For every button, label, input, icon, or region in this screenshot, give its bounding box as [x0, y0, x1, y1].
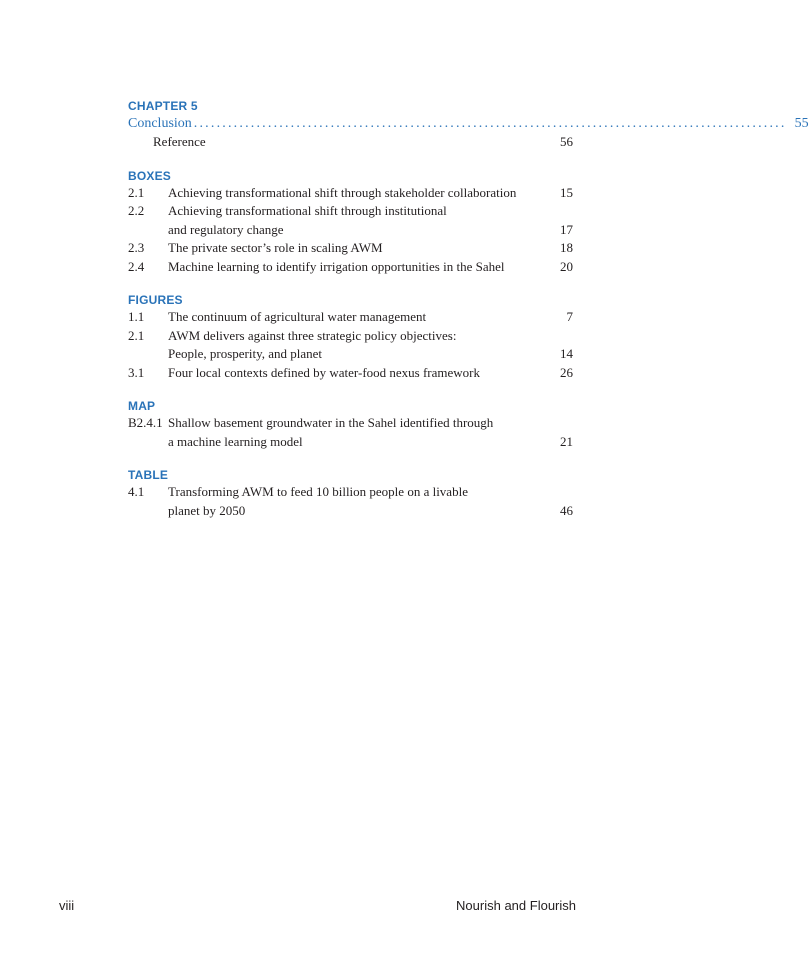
entry-page: 15 [560, 184, 573, 200]
toc-section-boxes [128, 168, 573, 277]
entry-number: 2.3 [128, 240, 145, 255]
entry-number: 3.1 [128, 364, 145, 380]
entry-page: 46 [560, 502, 573, 518]
entry-page: 14 [560, 346, 573, 361]
entry-title-line: People, prosperity, and planet [168, 346, 323, 361]
entry-title-line: Transforming AWM to feed 10 billion people on a livable [168, 484, 468, 499]
entry-title-line: AWM delivers against three strategic policy objectives: [168, 327, 457, 343]
toc-entry[interactable] [128, 483, 573, 520]
entry-title [168, 327, 553, 364]
toc-entry[interactable] [128, 184, 573, 203]
toc-entry[interactable] [128, 202, 573, 239]
toc-entry[interactable] [128, 308, 573, 327]
section-heading: MAP [128, 399, 156, 413]
entry-page: 7 [566, 309, 573, 324]
toc-subentry[interactable] [128, 133, 573, 152]
toc-entry-conclusion[interactable] [128, 114, 809, 133]
entry-title [168, 308, 553, 327]
entry-number: 2.1 [128, 184, 145, 200]
entry-title [168, 258, 553, 277]
entry-number: B2.4.1 [128, 415, 163, 430]
entry-page: 26 [560, 364, 573, 380]
toc-section-table [128, 467, 573, 520]
entry-title: Reference [153, 134, 206, 149]
entry-page: 17 [560, 221, 573, 237]
entry-title-line: Machine learning to identify irrigation opportunities in the Sahel [168, 258, 505, 274]
entry-page: 18 [560, 240, 573, 255]
toc-entry[interactable] [128, 239, 573, 258]
toc-entry[interactable] [128, 327, 573, 364]
entry-title [168, 184, 553, 203]
toc-entry[interactable] [128, 364, 573, 383]
footer-book-title: Nourish and Flourish [456, 898, 576, 913]
toc-entry[interactable] [128, 414, 573, 451]
entry-title-line: Achieving transformational shift through stakeholder collaboration [168, 184, 517, 200]
section-heading: FIGURES [128, 293, 183, 307]
entry-page: 55 [794, 116, 809, 131]
entry-number: 2.1 [128, 327, 145, 343]
entry-title-line: The private sector’s role in scaling AWM [168, 240, 383, 255]
entry-page: 56 [560, 134, 573, 149]
section-heading: TABLE [128, 468, 169, 482]
entry-title [168, 364, 553, 383]
entry-title-line: and regulatory change [168, 221, 284, 237]
chapter-section [128, 98, 809, 152]
page-footer [59, 898, 576, 913]
table-of-contents [128, 98, 809, 536]
chapter-heading: CHAPTER 5 [128, 99, 198, 113]
entry-title [168, 414, 553, 451]
entry-number: 2.4 [128, 258, 145, 274]
footer-page-number: viii [59, 898, 75, 913]
dot-leader: ........................................................................................................ [193, 116, 787, 131]
entry-title [168, 239, 553, 258]
entry-page: 21 [560, 433, 573, 449]
entry-title-line: Shallow basement groundwater in the Sahel identified through [168, 415, 494, 430]
section-heading: BOXES [128, 168, 172, 183]
entry-number: 1.1 [128, 309, 145, 324]
entry-title-line: Four local contexts defined by water-food nexus framework [168, 364, 480, 380]
entry-title [168, 202, 553, 239]
toc-entry[interactable] [128, 258, 573, 277]
entry-title-line: a machine learning model [168, 433, 303, 449]
toc-section-figures [128, 292, 573, 382]
entry-title: Conclusion [128, 116, 192, 131]
entry-title [168, 483, 553, 520]
entry-title-line: The continuum of agricultural water management [168, 309, 427, 324]
entry-title-line: planet by 2050 [168, 502, 246, 518]
entry-title-line: Achieving transformational shift through institutional [168, 203, 447, 218]
entry-page: 20 [560, 258, 573, 274]
entry-number: 4.1 [128, 484, 145, 499]
toc-section-map [128, 398, 573, 451]
entry-number: 2.2 [128, 203, 145, 218]
